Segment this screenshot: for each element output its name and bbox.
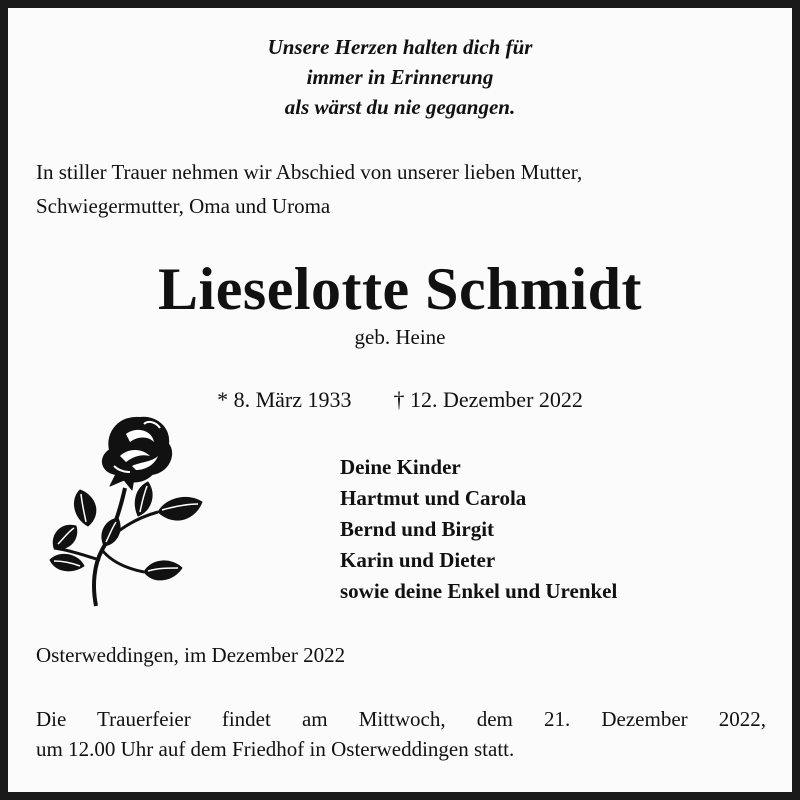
- place-and-date: Osterweddingen, im Dezember 2022: [36, 643, 346, 667]
- funeral-line: um 12.00 Uhr auf dem Friedhof in Osterweddingen statt.: [36, 737, 515, 761]
- maiden-name: geb. Heine: [354, 325, 446, 349]
- death-date: † 12. Dezember 2022: [393, 387, 583, 412]
- birth-date: * 8. März 1933: [217, 387, 352, 412]
- family-line: Bernd und Birgit: [340, 517, 495, 541]
- family-line: Hartmut und Carola: [340, 486, 527, 510]
- poem-line: als wärst du nie gegangen.: [284, 95, 516, 119]
- poem-line: immer in Erinnerung: [306, 65, 494, 89]
- family-line: Karin und Dieter: [340, 548, 496, 572]
- intro-text: [36, 155, 776, 223]
- rose-icon: [40, 410, 210, 610]
- funeral-notice: [36, 704, 766, 764]
- family-line: Deine Kinder: [340, 455, 461, 479]
- funeral-line: Die Trauerfeier findet am Mittwoch, dem 21. Dezember 2022,: [36, 707, 766, 731]
- deceased-name: Lieselotte Schmidt: [158, 256, 642, 322]
- intro-line: Schwiegermutter, Oma und Uroma: [36, 194, 331, 218]
- memorial-poem: [0, 32, 800, 122]
- family-line: sowie deine Enkel und Urenkel: [340, 579, 618, 603]
- poem-line: Unsere Herzen halten dich für: [267, 35, 533, 59]
- intro-line: In stiller Trauer nehmen wir Abschied von unserer lieben Mutter,: [36, 160, 583, 184]
- family-signatures: [340, 452, 617, 607]
